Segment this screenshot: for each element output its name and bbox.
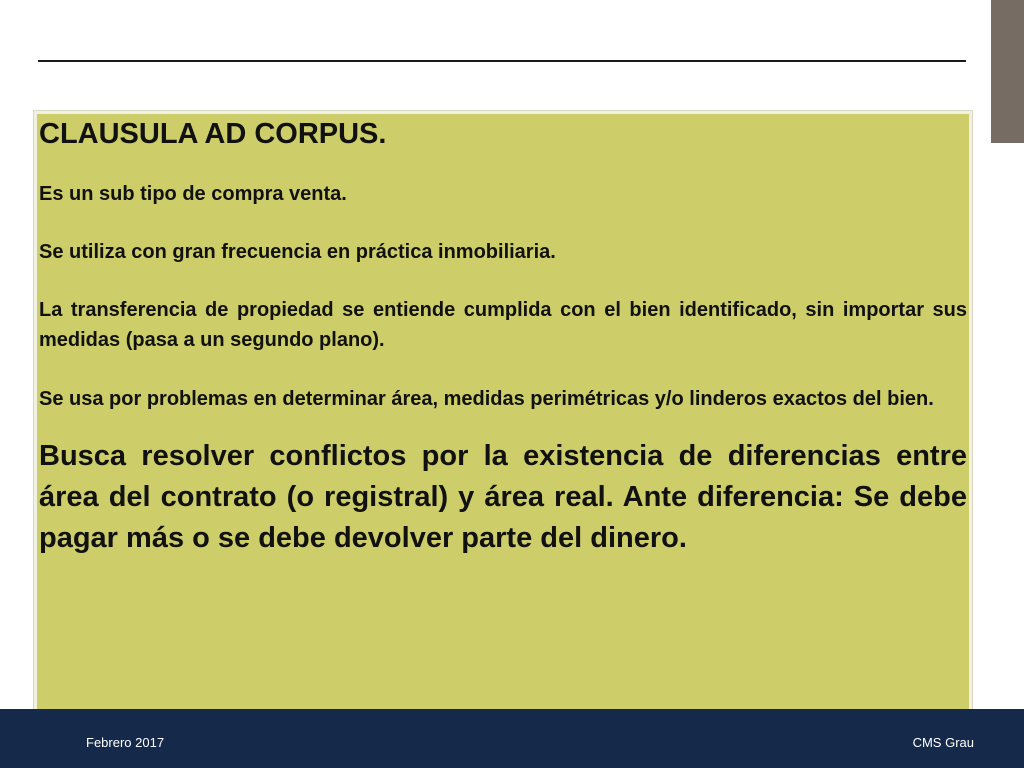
footer-date: Febrero 2017 bbox=[86, 735, 165, 750]
footer-author: CMS Grau bbox=[912, 735, 974, 750]
corner-accent-bar bbox=[991, 0, 1024, 143]
content-box bbox=[34, 111, 972, 723]
slide-title: CLAUSULA AD CORPUS. bbox=[39, 118, 387, 150]
paragraph-3: La transferencia de propiedad se entiende cumplida con el bien identificado, sin importar sus medidas (pasa a un segundo plano). bbox=[39, 299, 967, 351]
paragraph-2: Se utiliza con gran frecuencia en práctica inmobiliaria. bbox=[39, 241, 556, 263]
paragraph-4: Se usa por problemas en determinar área, medidas perimétricas y/o linderos exactos del bien. bbox=[39, 388, 934, 410]
top-divider bbox=[38, 60, 966, 62]
paragraph-1: Es un sub tipo de compra venta. bbox=[39, 183, 347, 205]
emphasis-paragraph: Busca resolver conflictos por la existencia de diferencias entre área del contrato (o registral) y área real. Ante diferencia: Se debe pagar más o se debe devolver parte del dinero. bbox=[39, 440, 967, 554]
